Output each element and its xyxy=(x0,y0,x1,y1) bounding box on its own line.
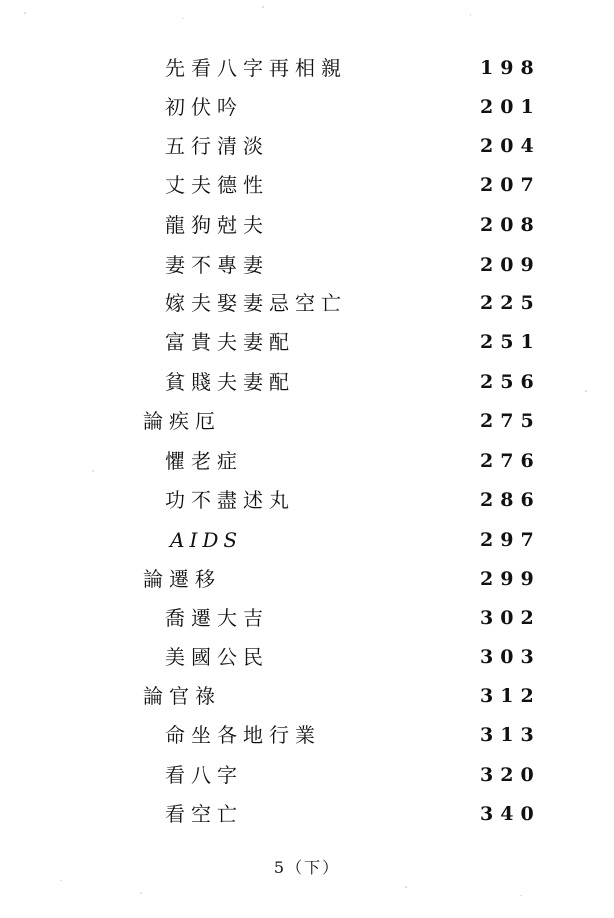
toc-entry-page: 303 xyxy=(480,646,541,668)
toc-entry-page: 313 xyxy=(480,724,541,746)
toc-entry xyxy=(0,760,614,790)
toc-entry-page: 201 xyxy=(480,96,541,118)
scan-speck xyxy=(470,14,471,16)
toc-entry-title: 富貴夫妻配 xyxy=(165,330,295,354)
toc-entry-title: 嫁夫娶妻忌空亡 xyxy=(165,291,347,315)
toc-entry-page: 276 xyxy=(480,450,541,472)
toc-entry-title: 丈夫德性 xyxy=(165,173,269,197)
toc-entry xyxy=(0,681,614,711)
toc-entry xyxy=(0,406,614,436)
toc-entry-title: 初伏吟 xyxy=(165,95,243,119)
toc-entry-page: 286 xyxy=(480,489,541,511)
toc-entry-page: 198 xyxy=(480,57,541,79)
toc-entry-title: 命坐各地行業 xyxy=(165,723,321,747)
toc-entry-page: 275 xyxy=(480,410,541,432)
toc-entry-page: 320 xyxy=(480,764,541,786)
toc-entry-title: 論疾厄 xyxy=(143,409,221,433)
toc-entry xyxy=(0,250,614,280)
toc-entry-page: 251 xyxy=(480,331,541,353)
toc-entry-title: 懼老症 xyxy=(165,449,243,473)
toc-entry xyxy=(0,642,614,672)
toc-entry-title: 喬遷大吉 xyxy=(165,606,269,630)
toc-entry-title: 看空亡 xyxy=(165,802,243,826)
toc-entry xyxy=(0,525,614,555)
toc-entry-title: 美國公民 xyxy=(165,645,269,669)
toc-entry-page: 297 xyxy=(480,529,541,551)
toc-entry-page: 209 xyxy=(480,254,541,276)
toc-entry-title: 妻不專妻 xyxy=(165,253,269,277)
toc-entry xyxy=(0,131,614,161)
toc-entry-page: 204 xyxy=(480,135,541,157)
toc-entry-title: 看八字 xyxy=(165,763,243,787)
toc-entry-title: 龍狗尅夫 xyxy=(165,213,269,237)
scan-speck xyxy=(262,6,264,8)
toc-entry-page: 312 xyxy=(480,685,541,707)
toc-entry xyxy=(0,210,614,240)
toc-entry-page: 208 xyxy=(480,214,541,236)
toc-entry-title: 貧賤夫妻配 xyxy=(165,370,295,394)
toc-entry-page: 340 xyxy=(480,803,541,825)
toc-entry-title: 功不盡述丸 xyxy=(165,488,295,512)
toc-entry xyxy=(0,603,614,633)
toc-entry xyxy=(0,564,614,594)
toc-entry-title: 論遷移 xyxy=(143,567,221,591)
toc-entry-title: 論官祿 xyxy=(143,684,221,708)
scan-speck xyxy=(182,18,184,19)
toc-entry-page: 207 xyxy=(480,174,541,196)
toc-entry-page: 299 xyxy=(480,568,541,590)
toc-entry xyxy=(0,485,614,515)
toc-entry xyxy=(0,327,614,357)
scan-speck xyxy=(140,892,142,894)
scan-speck xyxy=(405,886,407,888)
toc-entry-page: 256 xyxy=(480,371,541,393)
toc-entry xyxy=(0,288,614,318)
toc-entry xyxy=(0,720,614,750)
toc-entry-title: AIDS xyxy=(170,528,243,552)
toc-entry xyxy=(0,799,614,829)
scan-speck xyxy=(585,390,587,392)
scan-speck xyxy=(520,895,522,896)
page-number: 5（下） xyxy=(273,858,341,877)
scan-speck xyxy=(24,12,26,14)
toc-entry-page: 302 xyxy=(480,607,541,629)
scan-speck xyxy=(60,880,62,881)
scan-speck xyxy=(92,470,94,472)
toc-entry-title: 五行清淡 xyxy=(165,134,269,158)
toc-entry xyxy=(0,92,614,122)
toc-entry-page: 225 xyxy=(480,292,541,314)
toc-entry-title: 先看八字再相親 xyxy=(165,56,347,80)
toc-entry xyxy=(0,170,614,200)
toc-entry xyxy=(0,53,614,83)
toc-entry xyxy=(0,367,614,397)
